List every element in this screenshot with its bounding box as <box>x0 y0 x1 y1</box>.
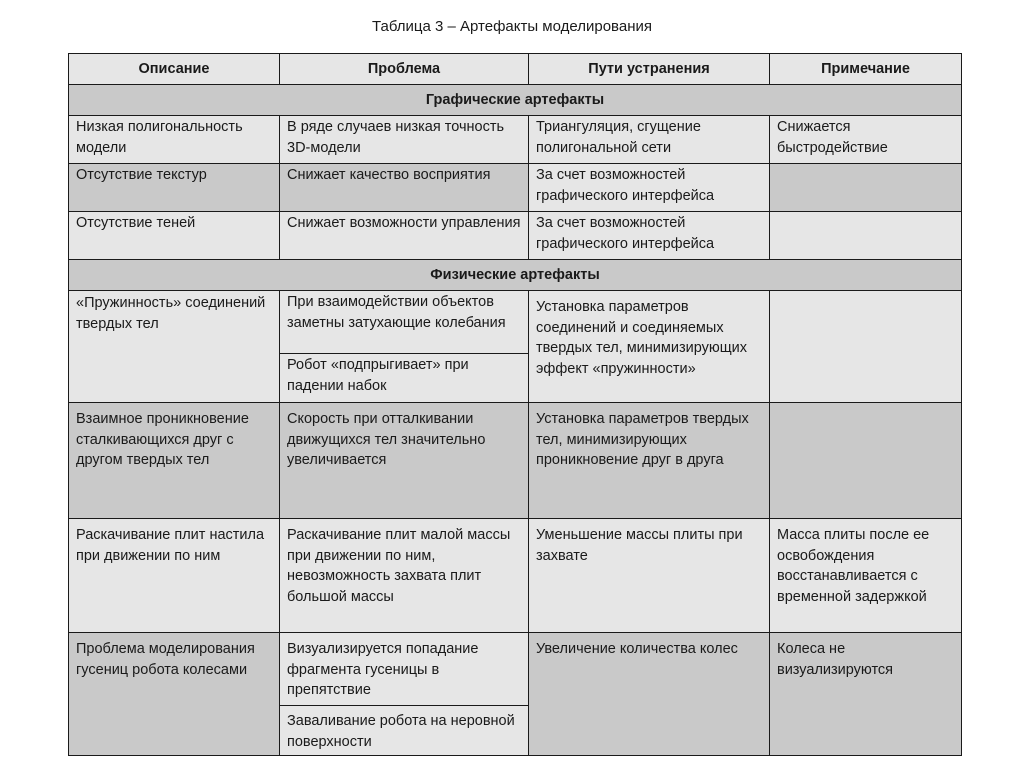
table-row <box>69 633 962 706</box>
cell-problem: Заваливание робота на неровной поверхности <box>280 706 529 756</box>
cell-note <box>770 212 962 260</box>
cell-solution: Уменьшение массы плиты при захвате <box>529 519 770 633</box>
cell-solution: Увеличение количества колес <box>529 633 770 756</box>
cell-problem: Снижает возможности управления <box>280 212 529 260</box>
cell-solution: Триангуляция, сгущение полигональной сети <box>529 116 770 164</box>
table-row <box>69 164 962 212</box>
section-physical: Физические артефакты <box>69 260 962 291</box>
cell-description: Проблема моделирования гусениц робота колесами <box>69 633 280 756</box>
table-row <box>69 403 962 519</box>
cell-description: Низкая полигональность модели <box>69 116 280 164</box>
header-note: Примечание <box>770 54 962 85</box>
cell-problem: При взаимодействии объектов заметны затухающие колебания <box>280 291 529 354</box>
cell-problem: Снижает качество восприятия <box>280 164 529 212</box>
cell-solution: За счет возможностей графического интерфейса <box>529 212 770 260</box>
artifacts-table <box>68 53 962 756</box>
cell-solution: За счет возможностей графического интерфейса <box>529 164 770 212</box>
cell-note: Колеса не визуализируются <box>770 633 962 756</box>
cell-note: Масса плиты после ее освобождения восстанавливается с временной задержкой <box>770 519 962 633</box>
table-caption: Таблица 3 – Артефакты моделирования <box>372 18 652 35</box>
table-row <box>69 212 962 260</box>
cell-problem: Скорость при отталкивании движущихся тел значительно увеличивается <box>280 403 529 519</box>
cell-problem: Раскачивание плит малой массы при движении по ним, невозможность захвата плит большой массы <box>280 519 529 633</box>
cell-solution: Установка параметров соединений и соединяемых твердых тел, минимизирующих эффект «пружинности» <box>529 291 770 403</box>
cell-description: Отсутствие текстур <box>69 164 280 212</box>
header-row <box>69 54 962 85</box>
section-row <box>69 260 962 291</box>
table-row <box>69 291 962 354</box>
header-solution: Пути устранения <box>529 54 770 85</box>
cell-description: «Пружинность» соединений твердых тел <box>69 291 280 403</box>
cell-note <box>770 164 962 212</box>
section-graphic: Графические артефакты <box>69 85 962 116</box>
table-row <box>69 116 962 164</box>
cell-description: Взаимное проникновение сталкивающихся друг с другом твердых тел <box>69 403 280 519</box>
cell-problem: Робот «подпрыгивает» при падении набок <box>280 354 529 403</box>
section-row <box>69 85 962 116</box>
cell-description: Раскачивание плит настила при движении по ним <box>69 519 280 633</box>
cell-description: Отсутствие теней <box>69 212 280 260</box>
header-description: Описание <box>69 54 280 85</box>
cell-note <box>770 291 962 403</box>
table-row <box>69 519 962 633</box>
cell-problem: Визуализируется попадание фрагмента гусеницы в препятствие <box>280 633 529 706</box>
cell-problem: В ряде случаев низкая точность 3D-модели <box>280 116 529 164</box>
header-problem: Проблема <box>280 54 529 85</box>
cell-solution: Установка параметров твердых тел, минимизирующих проникновение друг в друга <box>529 403 770 519</box>
cell-note <box>770 403 962 519</box>
cell-note: Снижается быстродействие <box>770 116 962 164</box>
